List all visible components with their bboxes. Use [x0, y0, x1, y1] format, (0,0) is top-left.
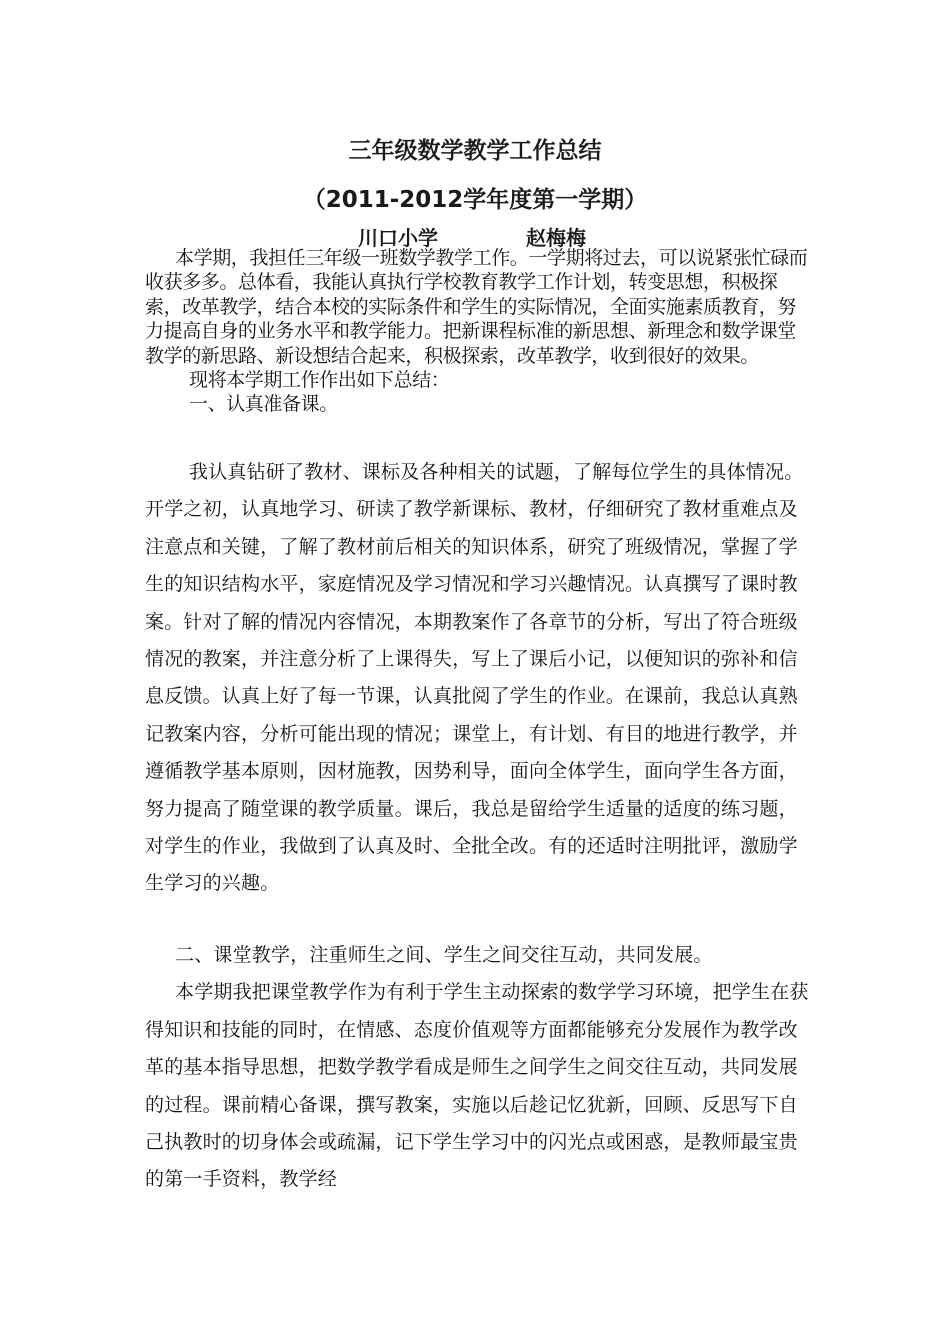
section1-paragraph: 我认真钻研了教材、课标及各种相关的试题，了解每位学生的具体情况。开学之初，认真地学习、研读了教学新课标、教材，仔细研究了教材重难点及注意点和关键，了解了教材前后相关的知识体系，研究了班级情况，掌握了学生的知识结构水平，家庭情况及学习情况和学习兴趣情况。认真撰写了课时教案。针对了解的情况内容情况，本期教案作了各章节的分析，写出了符合班级情况的教案，并注意分析了上课得失，写上了课后小记，以便知识的弥补和信息反馈。认真上好了每一节课，认真批阅了学生的作业。在课前，我总认真熟记教案内容，分析可能出现的情况；课堂上，有计划、有目的地进行教学，并遵循教学基本原则，因材施教，因势利导，面向全体学生，面向学生各方面，努力提高了随堂课的教学质量。课后，我总是留给学生适量的适度的练习题，对学生的作业，我做到了认真及时、全批全改。有的还适时注明批评，激励学生学习的兴趣。	[145, 461, 804, 895]
section2-paragraph: 本学期我把课堂教学作为有利于学生主动探索的数学学习环境，把学生在获得知识和技能的同时，在情感、态度价值观等方面都能够充分发展作为教学改革的基本指导思想，把数学教学看成是师生之间学生之间交往互动，共同发展的过程。课前精心备课，撰写教案，实施以后趁记忆犹新，回顾、反思写下自己执教时的切身体会或疏漏，记下学生学习中的闪光点或困惑，是教师最宝贵的第一手资料，教学经	[145, 981, 809, 1191]
document-subtitle: （2011-2012学年度第一学期）	[302, 187, 648, 213]
section2-heading: 二、课堂教学，注重师生之间、学生之间交往互动，共同发展。	[175, 944, 713, 966]
section1-heading: 一、认真准备课。	[189, 393, 338, 416]
author-name: 赵梅梅	[526, 226, 586, 250]
intro-paragraph: 本学期，我担任三年级一班数学教学工作。一学期将过去，可以说紧张忙碌而收获多多。总体看，我能认真执行学校教育教学工作计划，转变思想，积极探索，改革教学，结合本校的实际条件和学生的实际情况，全面实施素质教育，努力提高自身的业务水平和教学能力。把新课程标准的新思想、新理念和数学课堂教学的新思路、新设想结合起来，积极探索，改革教学，收到很好的效果。	[145, 247, 808, 367]
summary-intro: 现将本学期工作作出如下总结：	[189, 369, 450, 392]
document-title: 三年级数学教学工作总结	[348, 138, 602, 164]
section2-block	[145, 937, 813, 1199]
school-name: 川口小学	[358, 226, 438, 250]
intro-block	[145, 246, 813, 417]
section1-block	[145, 454, 813, 903]
